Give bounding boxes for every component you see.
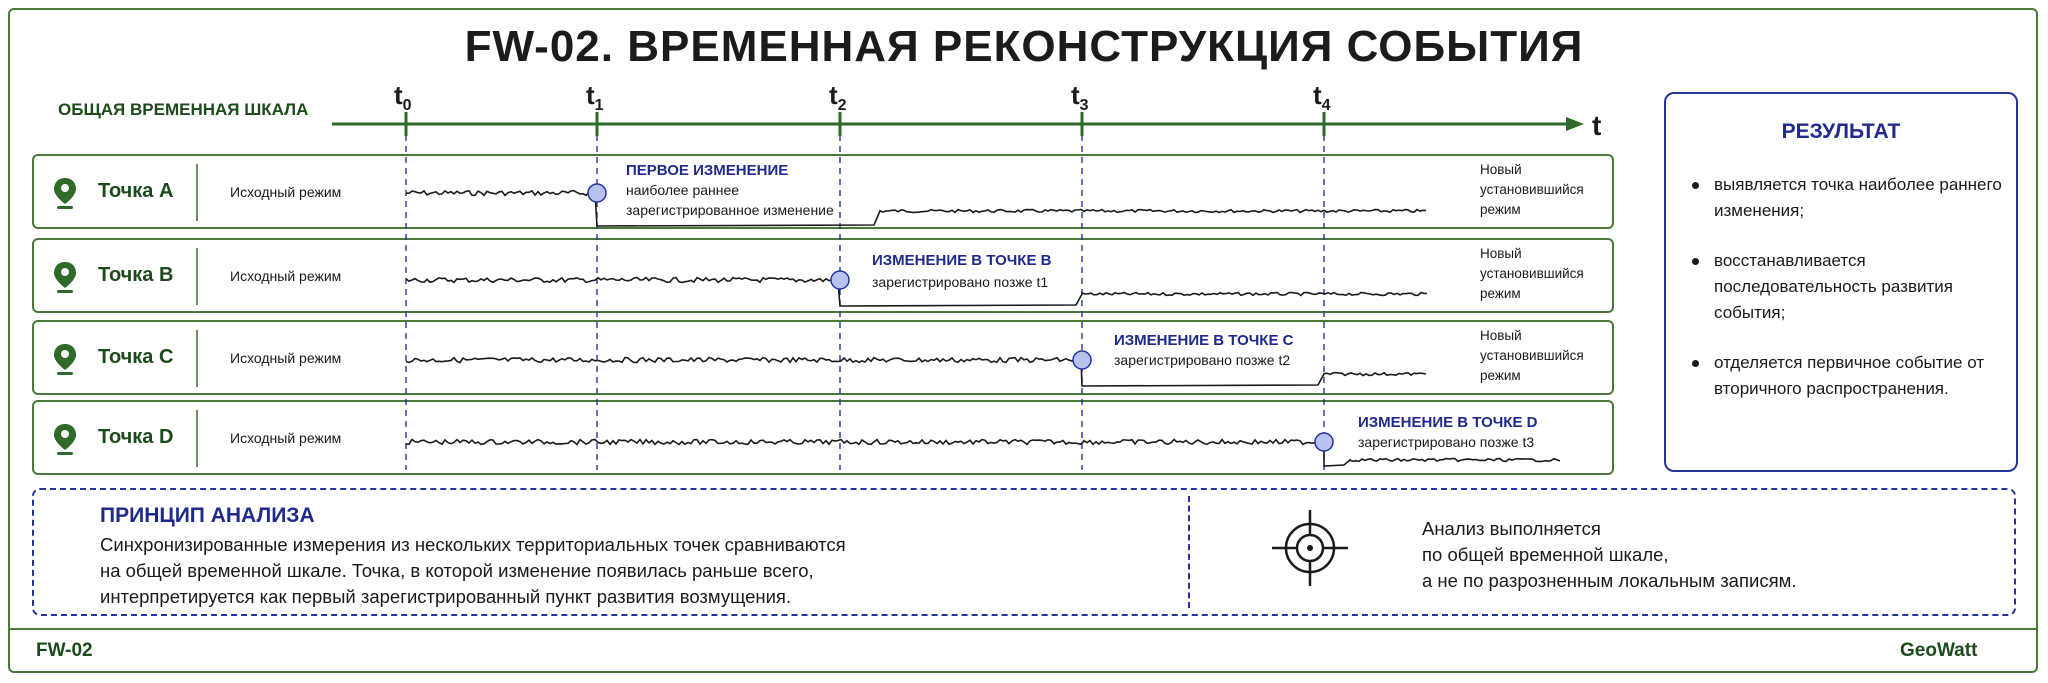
- tick-t0: $t_0$: [394, 80, 412, 115]
- result-list: [1688, 172, 2008, 426]
- row-name: Точка A: [98, 180, 174, 202]
- map-pin-icon: [52, 342, 78, 376]
- baseline-label: Исходный режим: [230, 430, 342, 446]
- row-point-b: [32, 238, 1614, 313]
- new-mode-b: Новый установившийся режим: [1480, 246, 1584, 301]
- row-name: Точка C: [98, 346, 174, 368]
- principle-text: Синхронизированные измерения из нескольких территориальных точек сравниваются на общей временной шкале. Точка, в которой изменение появилась раньше всего, интерпретируется как первый зарегистрированный пункт развития возмущения.: [100, 534, 846, 607]
- map-pin-icon: [52, 176, 78, 210]
- tick-t4: $t_4$: [1313, 80, 1331, 115]
- principle-note: Анализ выполняется по общей временной шкале, а не по разрозненным локальным записям.: [1422, 518, 1797, 591]
- footer-brand: GeoWatt: [1900, 640, 1978, 661]
- timeline-label: ОБЩАЯ ВРЕМЕННАЯ ШКАЛА: [58, 100, 309, 119]
- row-divider: [196, 330, 198, 387]
- map-pin-icon: [52, 260, 78, 294]
- event-title-b: ИЗМЕНЕНИЕ В ТОЧКЕ B: [872, 252, 1052, 269]
- event-sub-c: зарегистрировано позже t2: [1114, 352, 1291, 368]
- result-item: отделяется первичное событие от вторичного распространения.: [1688, 350, 2008, 402]
- event-sub-a-1: наиболее раннее: [626, 182, 740, 198]
- principle-divider: [1188, 496, 1190, 608]
- tick-t2: $t_2$: [829, 80, 847, 115]
- row-divider: [196, 164, 198, 221]
- event-sub-a-2: зарегистрированное изменение: [626, 202, 834, 218]
- baseline-label: Исходный режим: [230, 350, 342, 366]
- footer-code: FW-02: [36, 640, 93, 661]
- map-pin-icon: [52, 422, 78, 456]
- crosshair-target-icon: [1270, 508, 1350, 588]
- event-sub-b: зарегистрировано позже t1: [872, 274, 1049, 290]
- tick-t1: $t_1$: [586, 80, 604, 115]
- result-panel: [1664, 92, 2018, 472]
- row-divider: [196, 410, 198, 467]
- row-name: Точка B: [98, 264, 174, 286]
- row-point-c: [32, 320, 1614, 395]
- result-title: РЕЗУЛЬТАТ: [1781, 120, 1901, 143]
- page-title: FW-02. ВРЕМЕННАЯ РЕКОНСТРУКЦИЯ СОБЫТИЯ: [464, 22, 1584, 71]
- result-item: восстанавливается последовательность развития события;: [1688, 248, 2008, 326]
- new-mode-a: Новый установившийся режим: [1480, 162, 1584, 217]
- event-title-c: ИЗМЕНЕНИЕ В ТОЧКЕ C: [1114, 332, 1294, 349]
- result-item: выявляется точка наиболее раннего изменения;: [1688, 172, 2008, 224]
- event-title-a: ПЕРВОЕ ИЗМЕНЕНИЕ: [626, 162, 789, 179]
- footer-divider: [8, 628, 2038, 630]
- row-name: Точка D: [98, 426, 174, 448]
- principle-title: ПРИНЦИП АНАЛИЗА: [100, 504, 315, 527]
- new-mode-c: Новый установившийся режим: [1480, 328, 1584, 383]
- event-sub-d: зарегистрировано позже t3: [1358, 434, 1535, 450]
- baseline-label: Исходный режим: [230, 268, 342, 284]
- tick-t3: $t_3$: [1071, 80, 1089, 115]
- principle-panel: [32, 488, 2016, 616]
- baseline-label: Исходный режим: [230, 184, 342, 200]
- event-title-d: ИЗМЕНЕНИЕ В ТОЧКЕ D: [1358, 414, 1538, 431]
- row-divider: [196, 248, 198, 305]
- time-axis-label: t: [1592, 110, 1602, 141]
